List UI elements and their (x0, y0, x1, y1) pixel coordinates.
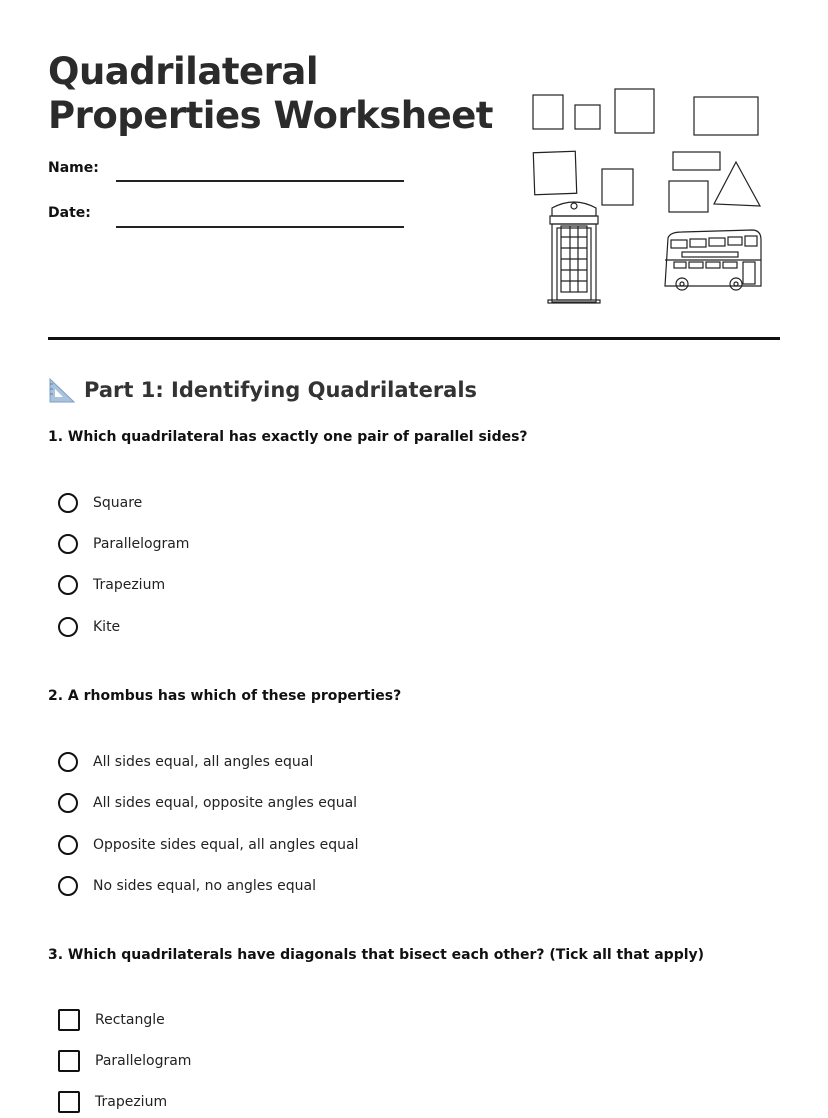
date-field[interactable] (116, 226, 404, 228)
rectangle-shape-icon (669, 97, 758, 212)
option-label: Rectangle (95, 1012, 165, 1028)
q2-option-1[interactable] (58, 750, 313, 774)
option-label: Parallelogram (95, 1053, 192, 1069)
q2-option-4[interactable] (58, 874, 316, 898)
radio-button[interactable] (58, 575, 78, 595)
radio-button[interactable] (58, 793, 78, 813)
option-label: Trapezium (95, 1094, 168, 1110)
radio-button[interactable] (58, 876, 78, 896)
question-3: 3. Which quadrilaterals have diagonals that bisect each other? (Tick all that apply) (48, 947, 705, 963)
radio-button[interactable] (58, 534, 78, 554)
q1-option-parallelogram[interactable] (58, 532, 189, 556)
option-label: Parallelogram (93, 536, 190, 552)
phone-box-icon (548, 202, 600, 303)
name-label: Name: (48, 160, 99, 176)
worksheet-title: Quadrilateral Properties Worksheet (48, 50, 493, 137)
header-divider (48, 337, 780, 340)
radio-button[interactable] (58, 617, 78, 637)
name-field[interactable] (116, 180, 404, 182)
q2-option-2[interactable] (58, 791, 357, 815)
q2-option-3[interactable] (58, 833, 359, 857)
q3-option-rectangle[interactable] (58, 1008, 165, 1032)
option-label: Trapezium (93, 577, 166, 593)
kite-shape-icon (714, 162, 760, 206)
question-1: 1. Which quadrilateral has exactly one pair of parallel sides? (48, 429, 528, 445)
option-label: All sides equal, all angles equal (93, 754, 314, 770)
q1-option-trapezium[interactable] (58, 573, 165, 597)
part1-heading (48, 375, 477, 405)
checkbox[interactable] (58, 1050, 80, 1072)
option-label: Square (93, 495, 143, 511)
set-square-icon (48, 376, 76, 404)
q1-option-kite[interactable] (58, 615, 120, 639)
square-shape-icon (533, 89, 654, 205)
question-2: 2. A rhombus has which of these properties? (48, 688, 402, 704)
part1-title: Part 1: Identifying Quadrilaterals (84, 378, 478, 402)
quadrilateral-illustration (524, 84, 768, 308)
double-decker-bus-icon (665, 230, 761, 290)
q1-option-square[interactable] (58, 491, 142, 515)
q3-option-parallelogram[interactable] (58, 1049, 191, 1073)
option-label: Kite (93, 619, 121, 635)
option-label: No sides equal, no angles equal (93, 878, 316, 894)
date-label: Date: (48, 205, 91, 221)
radio-button[interactable] (58, 493, 78, 513)
option-label: All sides equal, opposite angles equal (93, 795, 358, 811)
checkbox[interactable] (58, 1009, 80, 1031)
q3-option-trapezium[interactable] (58, 1090, 167, 1114)
checkbox[interactable] (58, 1091, 80, 1113)
radio-button[interactable] (58, 752, 78, 772)
option-label: Opposite sides equal, all angles equal (93, 837, 359, 853)
radio-button[interactable] (58, 835, 78, 855)
